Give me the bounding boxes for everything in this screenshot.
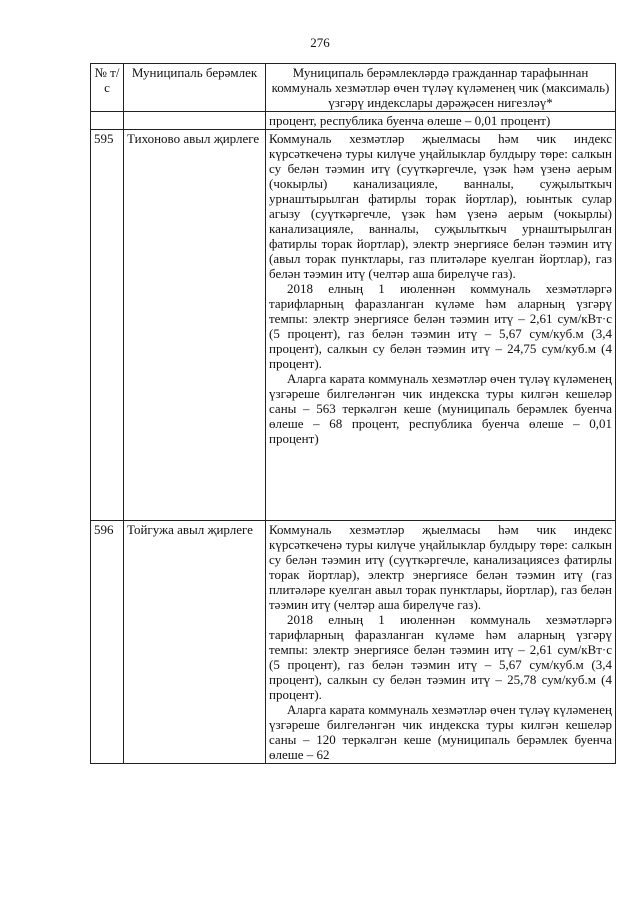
- row-description: [266, 130, 616, 521]
- row-description: [266, 521, 616, 764]
- page-number: 276: [310, 35, 330, 50]
- row-municipality: Тихоново авыл җирлеге: [124, 130, 266, 521]
- row-municipality-cell: [124, 112, 266, 130]
- paragraph: 2018 елның 1 июленнән коммуналь хезмәтләргә тарифларның фаразланган күләме һәм аларның үзгәрү темпы: электр энергиясе белән тәэмин итү – 2,61 сум/кВт·с (5 процент), газ белән тәэмин итү – 5,67 сум/куб.м (3,4 процент), салкын су белән тәэмин итү – 25,78 сум/куб.м (4 процент).: [269, 612, 612, 702]
- municipal-index-table: [90, 63, 616, 764]
- table-header-row: [91, 64, 616, 112]
- row-number-cell: [91, 112, 124, 130]
- paragraph: Аларга карата коммуналь хезмәтләр өчен түләү күләменең үзгәреше билгеләнгән чик индекска туры килгән кешеләр саны – 563 теркәлгән кеше (муниципаль берәмлек буенча өлеше – 68 процент, республика буенча өлеше – 0,01 процент): [269, 371, 612, 446]
- paragraph: Коммуналь хезмәтләр җыелмасы һәм чик индекс күрсәткеченә туры килүче уңайлыклар булдыру төре: салкын су белән тәэмин итү (суүткәргечле, үзәк һәм үзенә аерым (чокырлы) канализацияле, ванналы, суҗылыткыч урнаштырылган фатирлы торак йортлар), юынтык сулар агызу (суүткәргечле, үзәк һәм үзенә аерым (чокырлы) канализацияле, ванналы, суҗылыткыч урнаштырылган фатирлы торак йортлар), электр энергиясе белән тәэмин итү (авыл торак пунктлары, газ плитәләре куелган йортлар), газ белән тәэмин итү (челтәр аша бирелүче газ).: [269, 131, 612, 281]
- paragraph: Коммуналь хезмәтләр җыелмасы һәм чик индекс күрсәткеченә туры килүче уңайлыклар булдыру төре: салкын су белән тәэмин итү (суүткәргечле, канализациясез фатирлы торак йортлар), электр энергиясе белән тәэмин итү (газ плитәләре куелган авыл торак пунктлары, йортлар), газ белән тәэмин итү (челтәр аша бирелүче газ).: [269, 522, 612, 612]
- table-row-continuation: [91, 112, 616, 130]
- continuation-text: процент, республика буенча өлеше – 0,01 процент): [266, 112, 616, 130]
- row-number: 596: [91, 521, 124, 764]
- header-municipality: Муниципаль берәмлек: [124, 64, 266, 112]
- row-number: 595: [91, 130, 124, 521]
- row-municipality: Тойгужа авыл җирлеге: [124, 521, 266, 764]
- header-description: Муниципаль берәмлекләрдә гражданнар тарафыннан коммуналь хезмәтләр өчен түләү күләменең чик (максималь) үзгәрү индекслары дәрәҗәсен нигезләү*: [266, 64, 616, 112]
- header-number: № т/с: [91, 64, 124, 112]
- table-row: [91, 130, 616, 521]
- paragraph: Аларга карата коммуналь хезмәтләр өчен түләү күләменең үзгәреше билгеләнгән чик индекска туры килгән кешеләр саны – 120 теркәлгән кеше (муниципаль берәмлек буенча өлеше – 62: [269, 702, 612, 762]
- paragraph: 2018 елның 1 июленнән коммуналь хезмәтләргә тарифларның фаразланган күләме һәм аларның үзгәрү темпы: электр энергиясе белән тәэмин итү – 2,61 сум/кВт·с (5 процент), газ белән тәэмин итү – 5,67 сум/куб.м (3,4 процент), салкын су белән тәэмин итү – 24,75 сум/куб.м (4 процент).: [269, 281, 612, 371]
- table-row: [91, 521, 616, 764]
